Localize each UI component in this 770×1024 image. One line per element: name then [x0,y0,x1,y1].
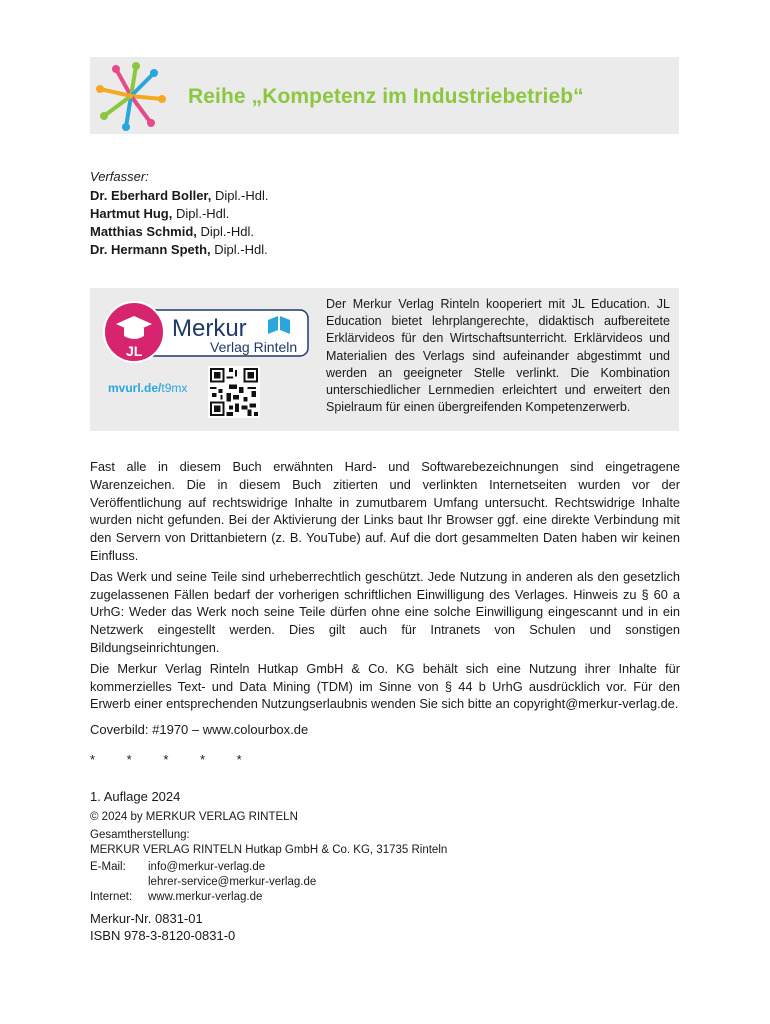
author-name: Hartmut Hug, [90,206,173,221]
short-url-code: t9mx [161,381,188,395]
qr-code-icon [208,366,260,418]
legal-text [90,458,680,716]
merkur-verlag-logo [100,300,310,364]
author-degree: Dipl.-Hdl. [211,188,269,203]
copyright-paragraph: Das Werk und seine Teile sind urheberrechtlich geschützt. Jede Nutzung in anderen als den gesetzlich zugelassenen Fällen bedarf der vorherigen schriftlichen Einwilligung des Verlages. Hinweis zu § 60 a UrhG: Weder das Werk noch seine Teile dürfen ohne eine solche Einwilligung eingescannt und in ein Netzwerk eingestellt werden. Dies gilt auch für Intranets von Schulen und sonstigen Bildungseinrichtungen. [90,568,680,655]
email-row [90,861,265,873]
jl-badge: JL [126,343,143,359]
authors-list [90,187,268,259]
author-item [90,187,268,205]
trademark-paragraph: Fast alle in diesem Buch erwähnten Hard- und Softwarebezeichnungen sind eingetragene Warenzeichen. Die in diesem Buch zitierten und verlinkten Internetseiten wurden vor der Veröffentlichung auf rechtswidrige Inhalte in zumutbarem Umfang untersucht. Rechtswidrige Inhalte wurden nicht gefunden. Bei der Aktivierung der Links baut Ihr Browser ggf. eine direkte Verbindung mit den Servern von Drittanbietern (z. B. YouTube) auf. Auf die dort gesammelten Daten haben wir keinen Einfluss. [90,459,680,563]
hands-logo-icon [96,61,166,131]
email-row-2 [90,876,316,888]
production-line: MERKUR VERLAG RINTELN Hutkap GmbH & Co. KG, 31735 Rinteln [90,844,448,856]
series-title: Reihe „Kompetenz im Industriebetrieb“ [188,85,584,108]
author-degree: Dipl.-Hdl. [172,206,230,221]
separator-stars: * * * * * [90,752,256,767]
email-service[interactable]: lehrer-service@merkur-verlag.de [148,876,317,888]
authors-label: Verfasser: [90,169,149,184]
logo-subtitle: Verlag Rinteln [210,339,298,355]
cover-credit: Coverbild: #1970 – www.colourbox.de [90,722,309,737]
website-link[interactable]: www.merkur-verlag.de [148,891,263,903]
edition: 1. Auflage 2024 [90,789,181,804]
author-name: Dr. Hermann Speth, [90,242,211,257]
merkur-number: Merkur-Nr. 0831-01 [90,911,203,926]
logo-word: Merkur [172,315,247,342]
internet-row [90,891,262,903]
email-info[interactable]: info@merkur-verlag.de [148,861,266,873]
short-url[interactable] [108,381,187,395]
jl-description: Der Merkur Verlag Rinteln kooperiert mit JL Education. JL Education bietet lehrplangerechte, didaktisch aufbereitete Erklärvideos für den Wirtschaftsunterricht. Erklärvideos und Materialien des Verlags sind aufeinander abgestimmt und werden an geeigneter Stelle verlinkt. Die Kombination unterschiedlicher Lernmedien erleichtert und erweitert den Spielraum für einen übergreifenden Kompetenzerwerb. [326,297,670,415]
author-item [90,205,268,223]
author-name: Dr. Eberhard Boller, [90,188,212,203]
tdm-paragraph: Die Merkur Verlag Rinteln Hutkap GmbH & Co. KG behält sich eine Nutzung ihrer Inhalte für kommerzielles Text- und Data Mining (TDM) im Sinne von § 44 b UrhG ausdrücklich vor. Für den Erwerb einer entsprechenden Nutzungserlaubnis wenden Sie sich bitte an copyright@merkur-verlag.de. [90,660,680,712]
internet-label: Internet: [90,891,133,903]
production-label: Gesamtherstellung: [90,829,190,841]
author-item [90,241,268,259]
short-url-domain: mvurl.de/ [108,381,162,395]
series-banner [90,57,679,134]
copyright-line: © 2024 by MERKUR VERLAG RINTELN [90,811,298,823]
author-degree: Dipl.-Hdl. [210,242,268,257]
author-degree: Dipl.-Hdl. [196,224,254,239]
author-item [90,223,268,241]
email-label: E-Mail: [90,861,126,873]
isbn: ISBN 978-3-8120-0831-0 [90,928,236,943]
jl-education-box [90,288,679,431]
author-name: Matthias Schmid, [90,224,197,239]
